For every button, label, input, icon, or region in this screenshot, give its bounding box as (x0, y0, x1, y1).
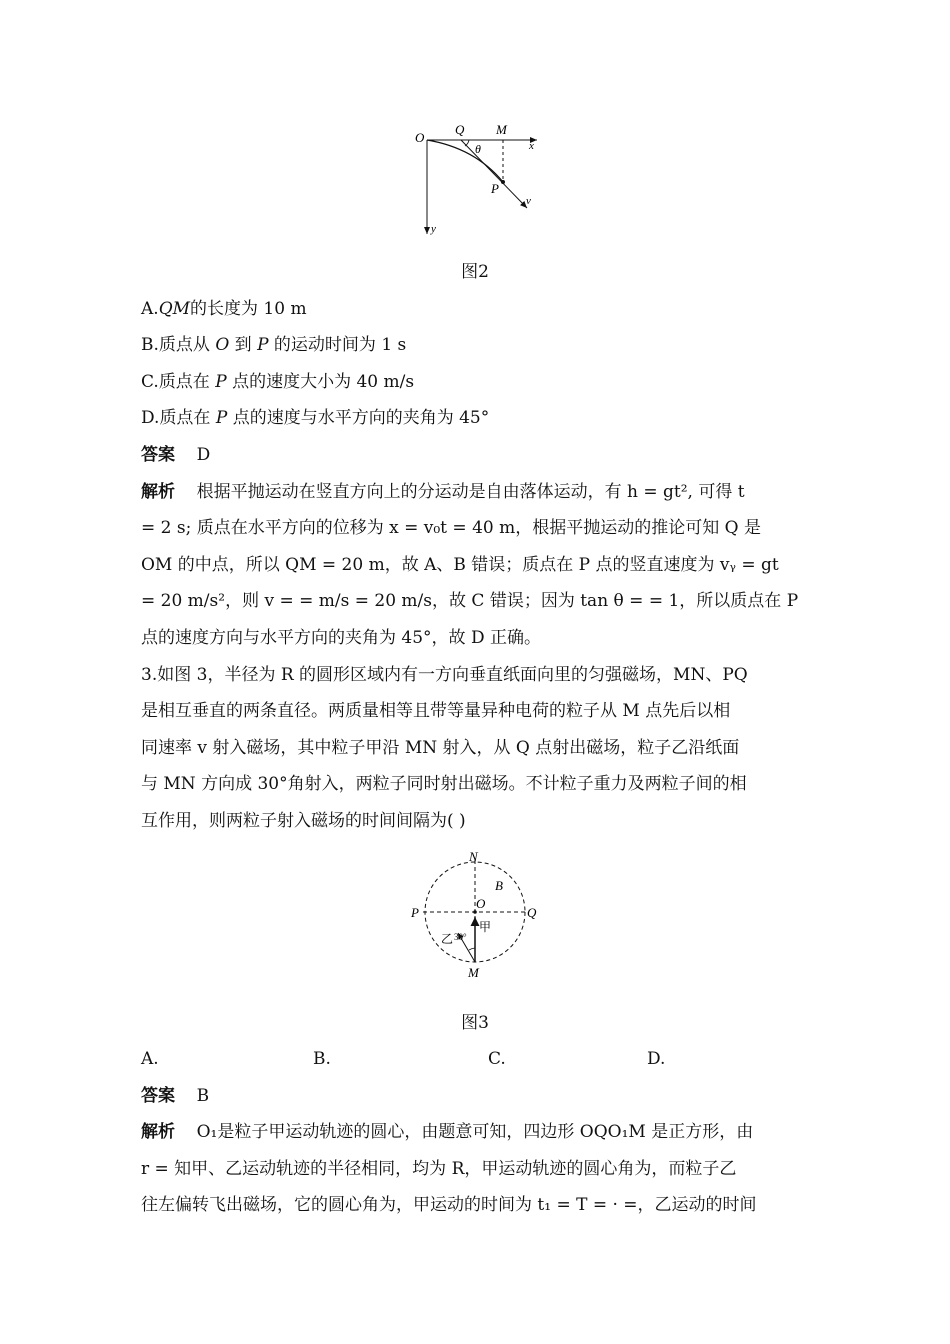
answer-q3: 答案 B (141, 1086, 210, 1106)
label-jia: 甲 (479, 920, 492, 934)
label-b: B (495, 878, 503, 893)
analysis-q2-line-5: 点的速度方向与水平方向的夹角为 45°，故 D 正确。 (141, 628, 541, 648)
figure-3-magnetic-field-diagram (405, 845, 555, 985)
analysis-q3-line-3: 往左偏转飞出磁场，它的圆心角为，甲运动的时间为 t₁ = T = · =，乙运动的时间 (141, 1195, 757, 1215)
q3-option-d: D. (647, 1049, 666, 1069)
q3-option-c: C. (488, 1049, 506, 1069)
label-theta: θ (475, 142, 481, 156)
q3-stem-line-4: 与 MN 方向成 30°角射入，两粒子同时射出磁场。不计粒子重力及两粒子间的相 (141, 774, 747, 794)
label-q: Q (455, 122, 465, 137)
figure-2-caption: 图2 (461, 262, 489, 282)
label-p3: P (411, 905, 419, 920)
label-v: v (526, 195, 531, 207)
option-c: C.质点在 P 点的速度大小为 40 m/s (141, 372, 415, 392)
q3-stem-line-1: 3.如图 3，半径为 R 的圆形区域内有一方向垂直纸面向里的匀强磁场，MN、PQ (141, 665, 748, 685)
q3-option-a: A. (141, 1049, 159, 1069)
figure-3-caption: 图3 (461, 1013, 489, 1033)
option-d: D.质点在 P 点的速度与水平方向的夹角为 45° (141, 408, 490, 428)
label-n: N (469, 849, 478, 864)
q3-stem-line-3: 同速率 v 射入磁场，其中粒子甲沿 MN 射入，从 Q 点射出磁场，粒子乙沿纸面 (141, 738, 740, 758)
q3-option-b: B. (313, 1049, 331, 1069)
label-y: y (431, 223, 436, 235)
analysis-q2-line-3: OM 的中点，所以 QM = 20 m，故 A、B 错误；质点在 P 点的竖直速度为 vᵧ = gt (141, 555, 779, 575)
option-a: A.QM的长度为 10 m (141, 299, 307, 319)
analysis-q2-line-4: = 20 m/s²，则 v = = m/s = 20 m/s，故 C 错误；因为 tan θ = = 1，所以质点在 P (141, 591, 799, 611)
q3-stem-line-2: 是相互垂直的两条直径。两质量相等且带等量异种电荷的粒子从 M 点先后以相 (141, 701, 731, 721)
answer-q2: 答案 D (141, 445, 211, 465)
label-m3: M (468, 965, 479, 980)
figure-2-projectile-diagram (405, 118, 555, 248)
analysis-q2-line-2: = 2 s; 质点在水平方向的位移为 x = v₀t = 40 m，根据平抛运动的推论可知 Q 是 (141, 518, 761, 538)
label-m: M (496, 122, 507, 137)
q3-stem-line-5: 互作用，则两粒子射入磁场的时间间隔为( ) (141, 811, 466, 831)
analysis-q3-line-2: r = 知甲、乙运动轨迹的半径相同，均为 R，甲运动轨迹的圆心角为，而粒子乙 (141, 1159, 737, 1179)
label-yi: 乙 (441, 932, 454, 946)
analysis-q3-line-1: 解析 O₁是粒子甲运动轨迹的圆心，由题意可知，四边形 OQO₁M 是正方形，由 (141, 1122, 754, 1142)
label-o: O (415, 130, 425, 145)
label-angle: 30° (454, 932, 467, 942)
analysis-q2-line-1: 解析 根据平抛运动在竖直方向上的分运动是自由落体运动，有 h = gt², 可得 t (141, 482, 745, 502)
option-b: B.质点从 O 到 P 的运动时间为 1 s (141, 335, 407, 355)
label-x: x (529, 140, 534, 152)
label-q3: Q (527, 905, 537, 920)
label-p: P (491, 181, 499, 196)
label-o3: O (476, 896, 486, 911)
